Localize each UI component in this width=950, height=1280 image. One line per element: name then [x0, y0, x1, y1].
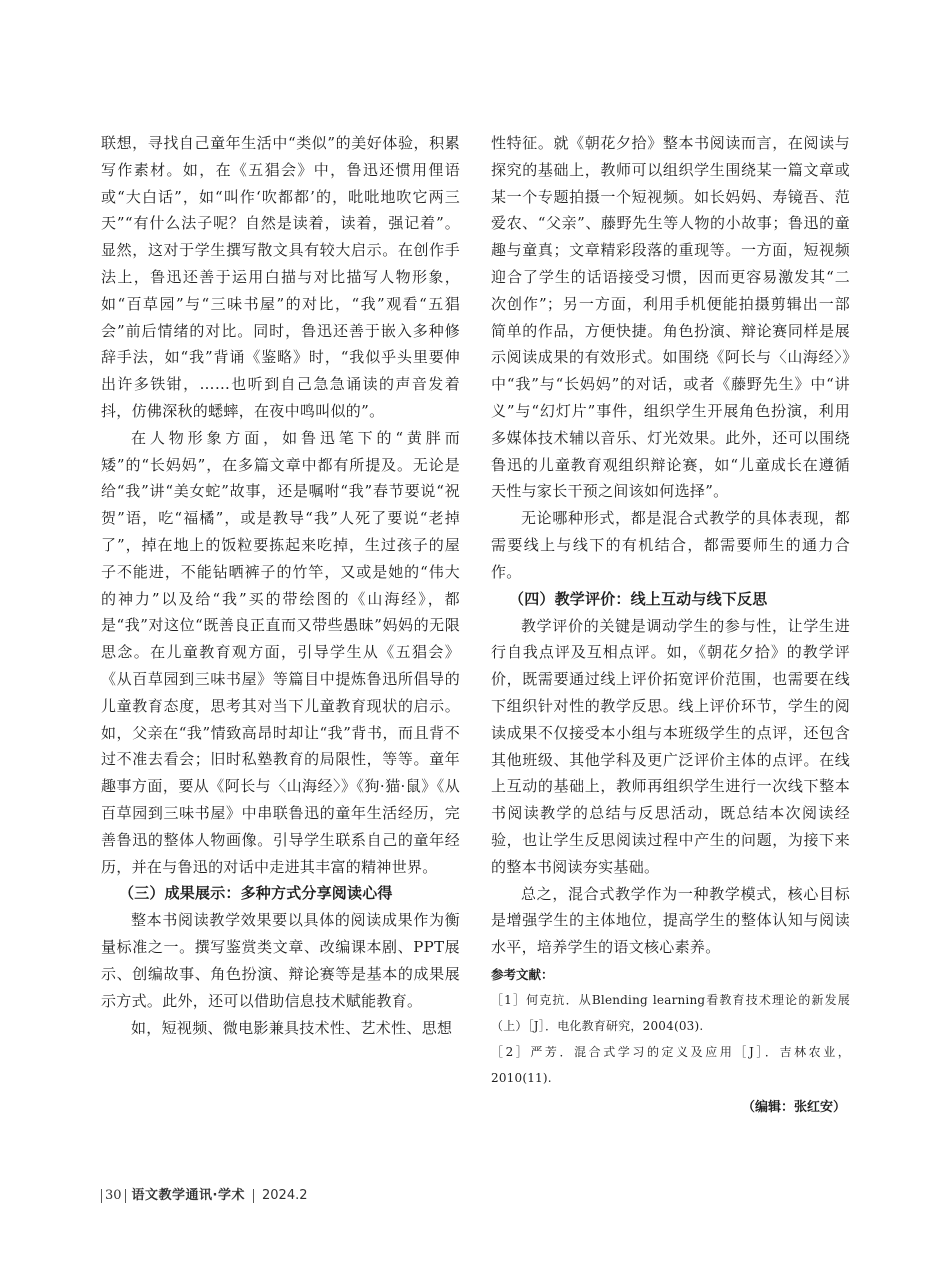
divider: [101, 1189, 102, 1203]
body-paragraph: 联想，寻找自己童年生活中“类似”的美好体验，积累写作素材。如，在《五猖会》中，鲁迅还惯用俚语或“大白话”，如“叫作‘吹都都’的，吡吡地吹它两三天”“有什么法子呢？自然是读着，读着，强记着”。显然，这对于学生撰写散文具有较大启示。在创作手法上，鲁迅还善于运用白描与对比描写人物形象，如“百草园”与“三味书屋”的对比，“我”观看“五猖会”前后情绪的对比。同时，鲁迅还善于嵌入多种修辞手法，如“我”背诵《鉴略》时，“我似乎头里要伸出许多铁钳，……也听到自己急急诵读的声音发着抖，仿佛深秋的蟋蟀，在夜中鸣叫似的”。: [101, 134, 460, 420]
body-paragraph: 总之，混合式教学作为一种教学模式，核心目标是增强学生的主体地位，提高学生的整体认知与阅读水平，培养学生的语文核心素养。: [491, 884, 850, 957]
right-column: [491, 130, 850, 1119]
body-paragraph: 整本书阅读教学效果要以具体的阅读成果作为衡量标准之一。撰写鉴赏类文章、改编课本剧、PPT展示、创编故事、角色扮演、辩论赛等是基本的成果展示方式。此外，还可以借助信息技术赋能教育。: [101, 911, 460, 1010]
section-heading: （四）教学评价：线上互动与线下反思: [509, 589, 768, 608]
body-paragraph: 无论哪种形式，都是混合式教学的具体表现，都需要线上与线下的有机结合，都需要师生的通力合作。: [491, 509, 850, 581]
journal-name: 语文教学通讯·学术: [131, 1188, 245, 1203]
page-number: 30: [105, 1188, 122, 1203]
page-footer: [101, 1186, 308, 1206]
body-paragraph: 在人物形象方面，如鲁迅笔下的“黄胖而矮”的“长妈妈”，在多篇文章中都有所提及。无论是给“我”讲“美女蛇”故事，还是嘱咐“我”春节要说“祝贺”语，吃“福橘”，或是教导“我”人死了要说“老掉了”，掉在地上的饭粒要拣起来吃掉，生过孩子的屋子不能进，不能钻晒裤子的竹竿，又或是她的“伟大的神力”以及给“我”买的带绘图的《山海经》，都是“我”对这位“既善良正直而又带些愚昧”妈妈的无限思念。在儿童教育观方面，引导学生从《五猖会》《从百草园到三味书屋》等篇目中提炼鲁迅所倡导的儿童教育态度，思考其对当下儿童教育现状的启示。如，父亲在“我”情致高昂时却让“我”背书，而且背不过不准去看会；旧时私塾教育的局限性，等等。童年趣事方面，要从《阿长与〈山海经〉》《狗·猫·鼠》《从百草园到三味书屋》中串联鲁迅的童年生活经历，完善鲁迅的整体人物画像。引导学生联系自己的童年经历，并在与鲁迅的对话中走进其丰富的精神世界。: [101, 428, 460, 876]
body-paragraph: 教学评价的关键是调动学生的参与性，让学生进行自我点评及互相点评。如，《朝花夕拾》的教学评价，既需要通过线上评价拓宽评价范围，也需要在线下组织针对性的教学反思。线上评价环节，学生的阅读成果不仅接受本小组与本班级学生的点评，还包含其他班级、其他学科及更广泛评价主体的点评。在线上互动的基础上，教师再组织学生进行一次线下整本书阅读教学的总结与反思活动，既总结本次阅读经验，也让学生反思阅读过程中产生的问题，为接下来的整本书阅读夯实基础。: [491, 616, 850, 876]
reference-item: ［2］严芳．混合式学习的定义及应用［J］．吉林农业，2010(11).: [491, 1044, 850, 1085]
editor-credit: （编辑：张红安）: [741, 1099, 846, 1115]
body-paragraph: 如，短视频、微电影兼具技术性、艺术性、思想: [131, 1018, 453, 1037]
reference-item: ［1］何克抗．从Blending learning看教育技术理论的新发展（上）［J］．电化教育研究，2004(03).: [491, 992, 850, 1033]
body-paragraph: 性特征。就《朝花夕拾》整本书阅读而言，在阅读与探究的基础上，教师可以组织学生围绕某一篇文章或某一个专题拍摄一个短视频。如长妈妈、寿镜吾、范爱农、“父亲”、藤野先生等人物的小故事；鲁迅的童趣与童真；文章精彩段落的重现等。一方面，短视频迎合了学生的话语接受习惯，因而更容易激发其“二次创作”；另一方面，利用手机便能拍摄剪辑出一部简单的作品，方便快捷。角色扮演、辩论赛同样是展示阅读成果的有效形式。如围绕《阿长与〈山海经〉》中“我”与“长妈妈”的对话，或者《藤野先生》中“讲义”与“幻灯片”事件，组织学生开展角色扮演，利用多媒体技术辅以音乐、灯光效果。此外，还可以围绕鲁迅的儿童教育观组织辩论赛，如“儿童成长在遵循天性与家长干预之间该如何选择”。: [491, 134, 850, 501]
section-heading: （三）成果展示：多种方式分享阅读心得: [119, 884, 393, 903]
issue-number: 2024.2: [262, 1188, 308, 1203]
divider: [125, 1189, 126, 1203]
divider: [253, 1189, 254, 1203]
left-column: [101, 130, 460, 1041]
references-heading: 参考文献：: [491, 966, 554, 982]
